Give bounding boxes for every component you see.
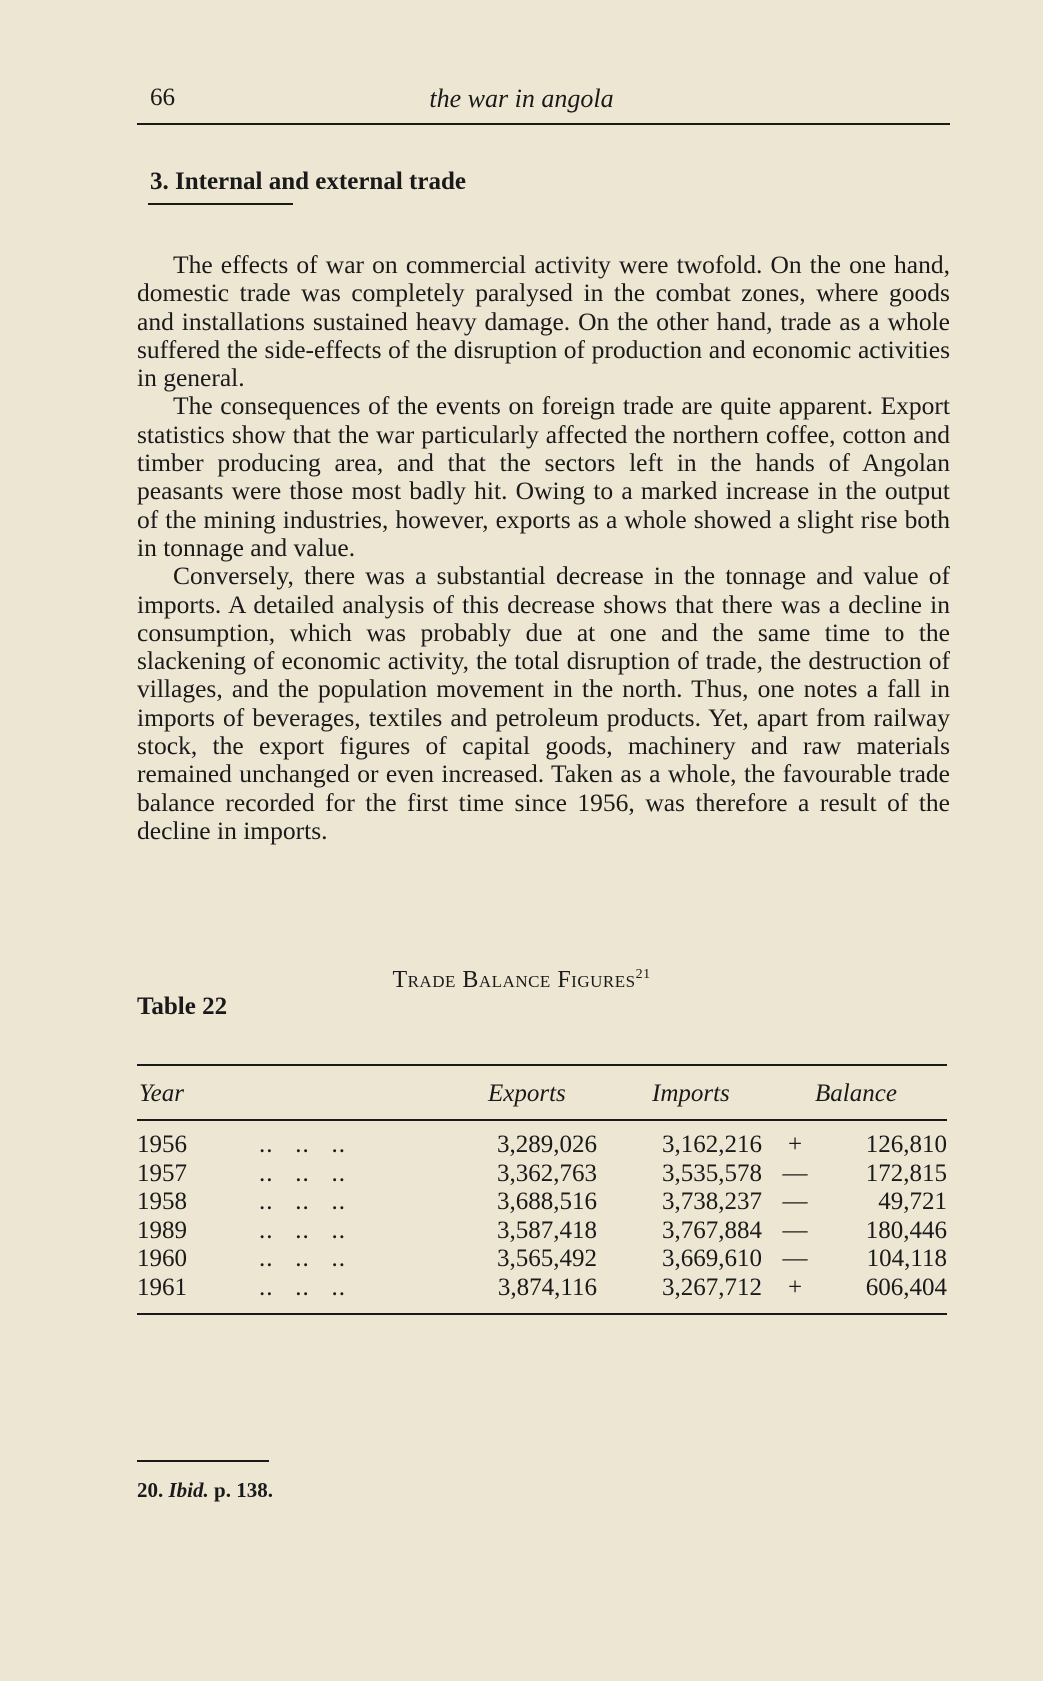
table-bottom-rule [137, 1313, 947, 1315]
table-row [137, 1188, 947, 1217]
cell-leader-dots: .. .. .. [259, 1273, 346, 1301]
column-header-exports: Exports [488, 1080, 566, 1107]
footnote-ibid: Ibid. [168, 1478, 209, 1502]
header-rule [137, 123, 950, 125]
cell-year: 1956 [137, 1131, 187, 1158]
cell-balance: 172,815 [865, 1159, 947, 1187]
cell-leader-dots: .. .. .. [259, 1159, 346, 1187]
table-header-rule [137, 1119, 947, 1121]
footnote-page: p. 138. [214, 1478, 273, 1502]
page-number: 66 [150, 84, 175, 111]
running-title: the war in angola [429, 84, 614, 113]
table-caption-text: Trade Balance Figures [392, 967, 636, 993]
cell-exports: 3,688,516 [497, 1188, 597, 1215]
cell-imports: 3,669,610 [662, 1245, 762, 1272]
paragraph-1: The effects of war on commercial activity were twofold. On the one hand, domestic trade was completely paralysed in the combat zones, where goods and installations sustained heavy damage. On the other hand, trade as a whole suffered the side-effects of the disruption of production and economic activities in general. [137, 250, 950, 393]
table-row [137, 1217, 947, 1246]
cell-balance-sign: — [782, 1245, 808, 1272]
table-body [137, 1131, 947, 1302]
table-row [137, 1245, 947, 1274]
cell-imports: 3,267,712 [662, 1273, 762, 1301]
column-header-imports: Imports [652, 1080, 730, 1107]
table-caption-footnote-ref: 21 [635, 967, 651, 982]
cell-imports: 3,535,578 [662, 1159, 762, 1187]
cell-balance-sign: — [782, 1188, 808, 1215]
table-row [137, 1131, 947, 1160]
cell-year: 1958 [137, 1188, 187, 1215]
cell-balance: 126,810 [865, 1131, 947, 1158]
footnote-rule [137, 1460, 269, 1462]
cell-exports: 3,587,418 [497, 1216, 597, 1244]
cell-leader-dots: .. .. .. [259, 1216, 346, 1244]
cell-exports: 3,874,116 [497, 1273, 597, 1301]
footnote-number: 20. [137, 1478, 164, 1502]
footnote [137, 1478, 273, 1503]
cell-balance-sign: — [782, 1159, 808, 1187]
cell-balance: 104,118 [866, 1245, 947, 1272]
cell-imports: 3,738,237 [662, 1188, 762, 1215]
column-header-balance: Balance [815, 1080, 897, 1107]
paragraph-3: Conversely, there was a substantial decrease in the tonnage and value of imports. A detailed analysis of this decrease shows that there was a decline in consumption, which was probably due at one and the same time to the slackening of economic activity, the total disruption of trade, the destruction of villages, and the population movement in the north. Thus, one notes a fall in imports of beverages, textiles and petroleum products. Yet, apart from railway stock, the export figures of capital goods, machinery and raw materials remained unchanged or even increased. Taken as a whole, the favourable trade balance recorded for the first time since 1956, was therefore a result of the decline in imports. [137, 561, 950, 845]
cell-balance: 606,404 [865, 1273, 947, 1301]
cell-year: 1961 [137, 1273, 187, 1301]
section-heading-rule [148, 203, 293, 205]
table-caption [0, 967, 1043, 994]
cell-imports: 3,767,884 [662, 1216, 762, 1244]
cell-year: 1960 [137, 1245, 187, 1272]
cell-balance-sign: — [782, 1216, 808, 1244]
table-row [137, 1160, 947, 1189]
table-top-rule [137, 1064, 947, 1066]
table-row [137, 1274, 947, 1303]
cell-exports: 3,362,763 [497, 1159, 597, 1187]
cell-balance: 180,446 [865, 1216, 947, 1244]
cell-imports: 3,162,216 [662, 1131, 762, 1158]
section-heading: 3. Internal and external trade [150, 168, 466, 195]
cell-exports: 3,289,026 [497, 1131, 597, 1158]
cell-leader-dots: .. .. .. [259, 1245, 346, 1272]
cell-exports: 3,565,492 [497, 1245, 597, 1272]
cell-year: 1957 [137, 1159, 187, 1187]
cell-balance: 49,721 [878, 1188, 947, 1215]
column-header-year: Year [139, 1080, 184, 1107]
paragraph-2: The consequences of the events on foreign trade are quite apparent. Export statistics show that the war particularly affected the northern coffee, cotton and timber producing area, and that the sectors left in the hands of Angolan peasants were those most badly hit. Owing to a marked increase in the output of the mining industries, however, exports as a whole showed a slight rise both in tonnage and value. [137, 391, 950, 562]
cell-leader-dots: .. .. .. [259, 1188, 346, 1215]
cell-leader-dots: .. .. .. [259, 1131, 346, 1158]
body-text [137, 251, 950, 845]
cell-year: 1989 [137, 1216, 187, 1244]
cell-balance-sign: + [787, 1131, 803, 1158]
table-label: Table 22 [137, 993, 228, 1020]
cell-balance-sign: + [787, 1273, 803, 1301]
